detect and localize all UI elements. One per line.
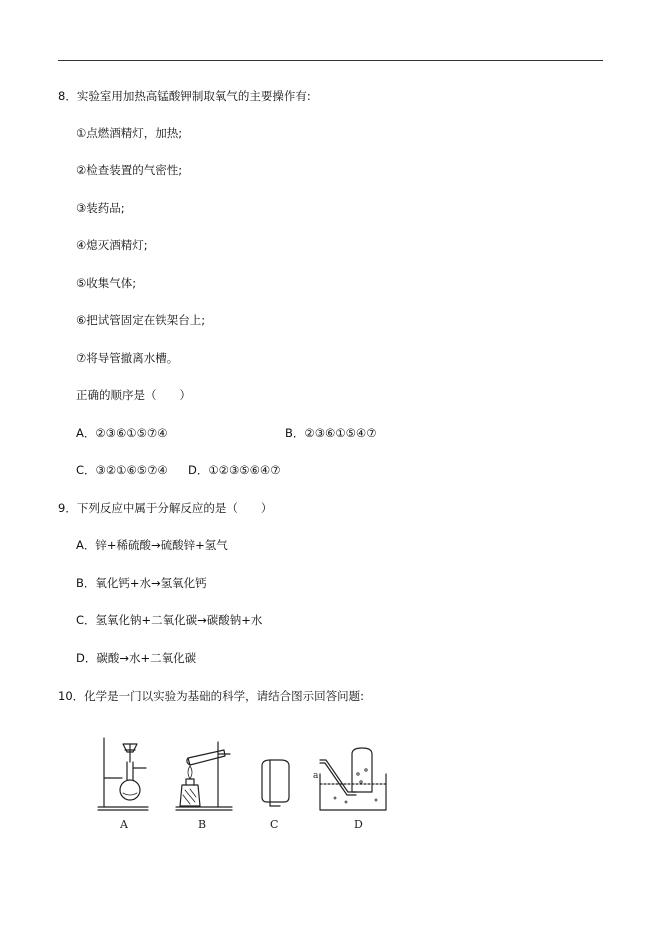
apparatus-c <box>262 760 289 806</box>
figure-label-c: C <box>270 818 279 831</box>
q8-option-a: A．②③⑥①⑤⑦④ <box>76 426 168 440</box>
q8-option-d: D．①②③⑤⑥④⑦ <box>188 463 281 477</box>
apparatus-d <box>320 748 386 810</box>
q9-option-c: C．氢氧化钠+二氧化碳→碳酸钠+水 <box>76 613 263 627</box>
q8-step-2: ②检查装置的气密性; <box>76 163 183 177</box>
figure-label-a: A <box>120 818 128 831</box>
figure-marker-a: a <box>313 771 319 781</box>
q8-step-1: ①点燃酒精灯，加热; <box>76 126 183 140</box>
q9-stem: 9．下列反应中属于分解反应的是（ ） <box>58 501 273 515</box>
apparatus-b <box>176 742 232 810</box>
q8-prompt: 正确的顺序是（ ） <box>76 388 191 402</box>
q8-step-4: ④熄灭酒精灯; <box>76 238 148 252</box>
q10-stem: 10．化学是一门以实验为基础的科学，请结合图示回答问题: <box>58 689 365 703</box>
q9-option-d: D．碳酸→水+二氧化碳 <box>76 651 197 665</box>
figure-label-d: D <box>354 818 363 831</box>
q8-stem: 8．实验室用加热高锰酸钾制取氧气的主要操作有: <box>58 89 311 103</box>
q8-step-6: ⑥把试管固定在铁架台上; <box>76 313 206 327</box>
apparatus-a <box>98 738 148 810</box>
q8-option-b: B．②③⑥①⑤④⑦ <box>285 426 377 440</box>
q9-option-a: A．锌+稀硫酸→硫酸锌+氢气 <box>76 538 228 552</box>
header-rule <box>58 60 603 61</box>
q8-step-7: ⑦将导管撤离水槽。 <box>76 351 179 365</box>
q8-step-3: ③装药品; <box>76 201 125 215</box>
figure-label-b: B <box>198 818 207 831</box>
apparatus-figure <box>90 730 400 835</box>
q9-option-b: B．氧化钙+水→氢氧化钙 <box>76 576 207 590</box>
q8-step-5: ⑤收集气体; <box>76 276 137 290</box>
q8-option-c: C．③②①⑥⑤⑦④ <box>76 463 168 477</box>
